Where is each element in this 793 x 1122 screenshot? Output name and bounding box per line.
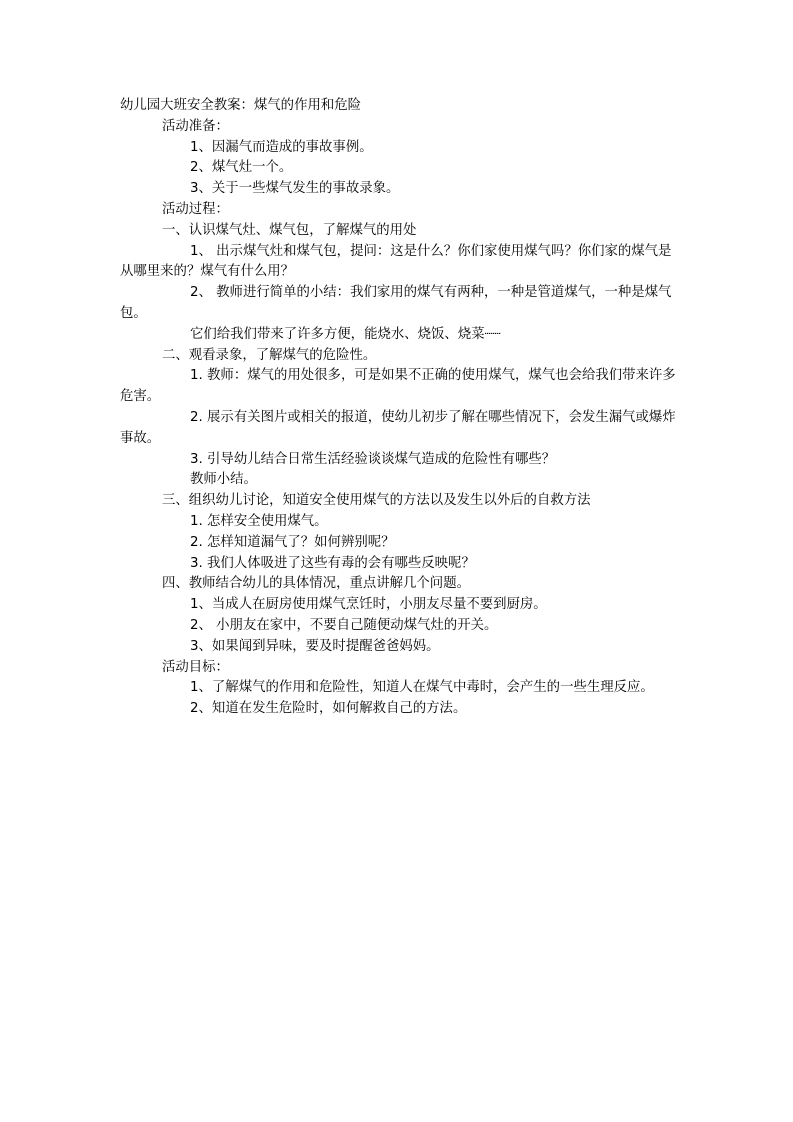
preparation-item-3: 3、关于一些煤气发生的事故录象。 [190,181,400,197]
process-step-3-item-3: 3. 我们人体吸进了这些有毒的会有哪些反映呢？ [190,555,475,571]
process-step-4-heading: 四、教师结合幼儿的具体情况，重点讲解几个问题。 [162,576,470,592]
preparation-item-1: 1、因漏气而造成的事故事例。 [190,139,373,155]
section-heading-preparation: 活动准备： [162,118,229,134]
goal-item-1: 1、了解煤气的作用和危险性，知道人在煤气中毒时，会产生的一些生理反应。 [190,680,654,696]
process-step-4-item-1: 1、当成人在厨房使用煤气烹饪时，小朋友尽量不要到厨房。 [190,597,547,613]
process-step-2-item-2: 2. 展示有关图片或相关的报道，使幼儿初步了解在哪些情况下，会发生漏气或爆炸事故。 [120,409,676,446]
process-step-3-item-2: 2. 怎样知道漏气了？如何辨别呢？ [190,534,395,550]
process-step-3-heading: 三、组织幼儿讨论，知道安全使用煤气的方法以及发生以外后的自救方法 [162,493,591,509]
process-step-2-summary: 教师小结。 [190,472,257,488]
process-step-1-item-1: 1、 出示煤气灶和煤气包，提问：这是什么？你们家使用煤气吗？你们家的煤气是从哪里来的？煤气有什么用？ [120,243,672,280]
goal-item-2: 2、知道在发生危险时，如何解救自己的方法。 [190,701,467,717]
process-step-4-item-2: 2、 小朋友在家中，不要自己随便动煤气灶的开关。 [190,617,498,633]
preparation-item-2: 2、煤气灶一个。 [190,160,293,176]
process-step-2-item-3: 3. 引导幼儿结合日常生活经验谈谈煤气造成的危险性有哪些？ [190,451,556,467]
process-step-1-heading: 一、认识煤气灶、煤气包，了解煤气的用处 [162,222,417,238]
process-step-1-item-2: 2、 教师进行简单的小结：我们家用的煤气有两种，一种是管道煤气，一种是煤气包。 [120,285,672,321]
process-step-2-item-1: 1. 教师：煤气的用处很多，可是如果不正确的使用煤气，煤气也会给我们带来许多危害。 [120,368,676,405]
document-body [120,96,676,720]
process-step-2-heading: 二、观看录象，了解煤气的危险性。 [162,347,377,363]
section-heading-process: 活动过程： [162,201,229,217]
process-step-3-item-1: 1. 怎样安全使用煤气。 [190,513,328,529]
process-step-1-note: 它们给我们带来了许多方便，能烧水、烧饭、烧菜┈┈ [190,326,501,342]
document-title: 幼儿园大班安全教案：煤气的作用和危险 [120,98,362,113]
process-step-4-item-3: 3、如果闻到异味，要及时提醒爸爸妈妈。 [190,638,440,654]
section-heading-goals: 活动目标： [162,659,229,675]
